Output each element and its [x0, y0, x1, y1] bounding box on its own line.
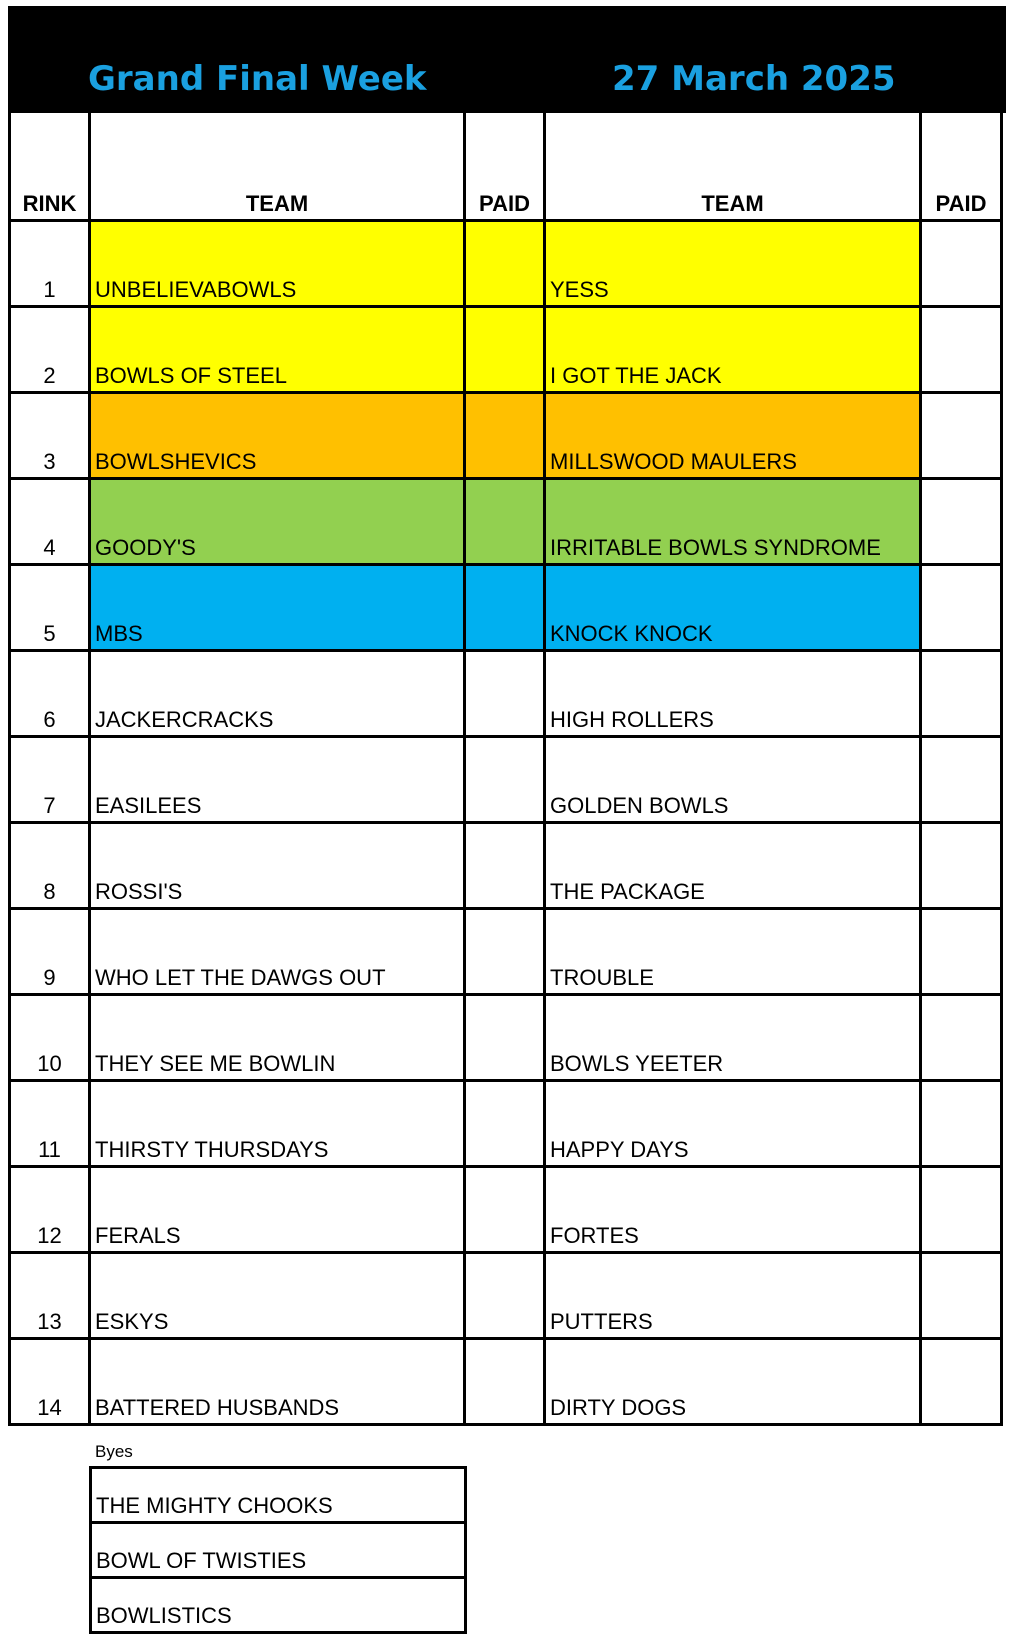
bye-row [91, 1523, 466, 1578]
rink-number: 9 [10, 909, 90, 995]
rink-number: 3 [10, 393, 90, 479]
rink-number: 1 [10, 221, 90, 307]
paid-a-cell [465, 1167, 545, 1253]
team-a-name: MBS [90, 565, 465, 651]
team-b-name: HAPPY DAYS [545, 1081, 921, 1167]
table-row [10, 307, 1002, 393]
byes-label: Byes [95, 1442, 133, 1461]
team-a-name: JACKERCRACKS [90, 651, 465, 737]
bye-team-name: BOWLISTICS [91, 1578, 466, 1633]
team-b-name: HIGH ROLLERS [545, 651, 921, 737]
paid-b-cell [921, 909, 1002, 995]
paid-a-cell [465, 307, 545, 393]
paid-b-cell [921, 995, 1002, 1081]
team-b-name: I GOT THE JACK [545, 307, 921, 393]
bye-team-name: THE MIGHTY CHOOKS [91, 1468, 466, 1523]
column-header-paid-a: PAID [465, 113, 545, 221]
table-row [10, 737, 1002, 823]
rink-number: 6 [10, 651, 90, 737]
paid-b-cell [921, 737, 1002, 823]
table-row [10, 479, 1002, 565]
team-b-name: DIRTY DOGS [545, 1339, 921, 1425]
team-a-name: FERALS [90, 1167, 465, 1253]
paid-a-cell [465, 221, 545, 307]
paid-a-cell [465, 1253, 545, 1339]
rink-number: 14 [10, 1339, 90, 1425]
rink-number: 7 [10, 737, 90, 823]
team-b-name: YESS [545, 221, 921, 307]
table-row [10, 823, 1002, 909]
paid-a-cell [465, 651, 545, 737]
team-a-name: BATTERED HUSBANDS [90, 1339, 465, 1425]
table-row [10, 651, 1002, 737]
team-b-name: TROUBLE [545, 909, 921, 995]
paid-b-cell [921, 823, 1002, 909]
bye-team-name: BOWL OF TWISTIES [91, 1523, 466, 1578]
bye-row [91, 1468, 466, 1523]
team-a-name: THEY SEE ME BOWLIN [90, 995, 465, 1081]
table-row [10, 1253, 1002, 1339]
paid-b-cell [921, 221, 1002, 307]
team-a-name: WHO LET THE DAWGS OUT [90, 909, 465, 995]
team-a-name: UNBELIEVABOWLS [90, 221, 465, 307]
rink-number: 13 [10, 1253, 90, 1339]
paid-a-cell [465, 393, 545, 479]
paid-b-cell [921, 1081, 1002, 1167]
table-row [10, 393, 1002, 479]
team-b-name: BOWLS YEETER [545, 995, 921, 1081]
rink-number: 12 [10, 1167, 90, 1253]
byes-table [89, 1466, 467, 1634]
table-row [10, 565, 1002, 651]
paid-a-cell [465, 565, 545, 651]
paid-a-cell [465, 1339, 545, 1425]
paid-b-cell [921, 651, 1002, 737]
team-b-name: THE PACKAGE [545, 823, 921, 909]
team-b-name: FORTES [545, 1167, 921, 1253]
event-date: 27 March 2025 [612, 59, 896, 99]
table-row [10, 909, 1002, 995]
column-header-team-b: TEAM [545, 113, 921, 221]
rink-number: 10 [10, 995, 90, 1081]
paid-a-cell [465, 909, 545, 995]
team-a-name: THIRSTY THURSDAYS [90, 1081, 465, 1167]
rink-number: 8 [10, 823, 90, 909]
rink-number: 11 [10, 1081, 90, 1167]
team-b-name: KNOCK KNOCK [545, 565, 921, 651]
table-row [10, 1339, 1002, 1425]
paid-a-cell [465, 1081, 545, 1167]
paid-a-cell [465, 737, 545, 823]
paid-b-cell [921, 1253, 1002, 1339]
rink-number: 4 [10, 479, 90, 565]
draw-table [8, 113, 1003, 1426]
team-a-name: GOODY'S [90, 479, 465, 565]
paid-a-cell [465, 995, 545, 1081]
team-a-name: BOWLS OF STEEL [90, 307, 465, 393]
team-b-name: IRRITABLE BOWLS SYNDROME [545, 479, 921, 565]
table-row [10, 221, 1002, 307]
paid-b-cell [921, 1339, 1002, 1425]
table-header-row [10, 113, 1002, 221]
team-a-name: ESKYS [90, 1253, 465, 1339]
column-header-paid-b: PAID [921, 113, 1002, 221]
paid-b-cell [921, 479, 1002, 565]
paid-b-cell [921, 307, 1002, 393]
team-a-name: BOWLSHEVICS [90, 393, 465, 479]
team-a-name: EASILEES [90, 737, 465, 823]
column-header-rink: RINK [10, 113, 90, 221]
rink-number: 5 [10, 565, 90, 651]
paid-b-cell [921, 565, 1002, 651]
bye-row [91, 1578, 466, 1633]
team-b-name: MILLSWOOD MAULERS [545, 393, 921, 479]
team-b-name: PUTTERS [545, 1253, 921, 1339]
rink-number: 2 [10, 307, 90, 393]
page-title: Grand Final Week [88, 59, 427, 99]
table-row [10, 995, 1002, 1081]
paid-a-cell [465, 823, 545, 909]
table-row [10, 1167, 1002, 1253]
column-header-team-a: TEAM [90, 113, 465, 221]
paid-b-cell [921, 393, 1002, 479]
table-row [10, 1081, 1002, 1167]
paid-a-cell [465, 479, 545, 565]
paid-b-cell [921, 1167, 1002, 1253]
team-a-name: ROSSI'S [90, 823, 465, 909]
team-b-name: GOLDEN BOWLS [545, 737, 921, 823]
